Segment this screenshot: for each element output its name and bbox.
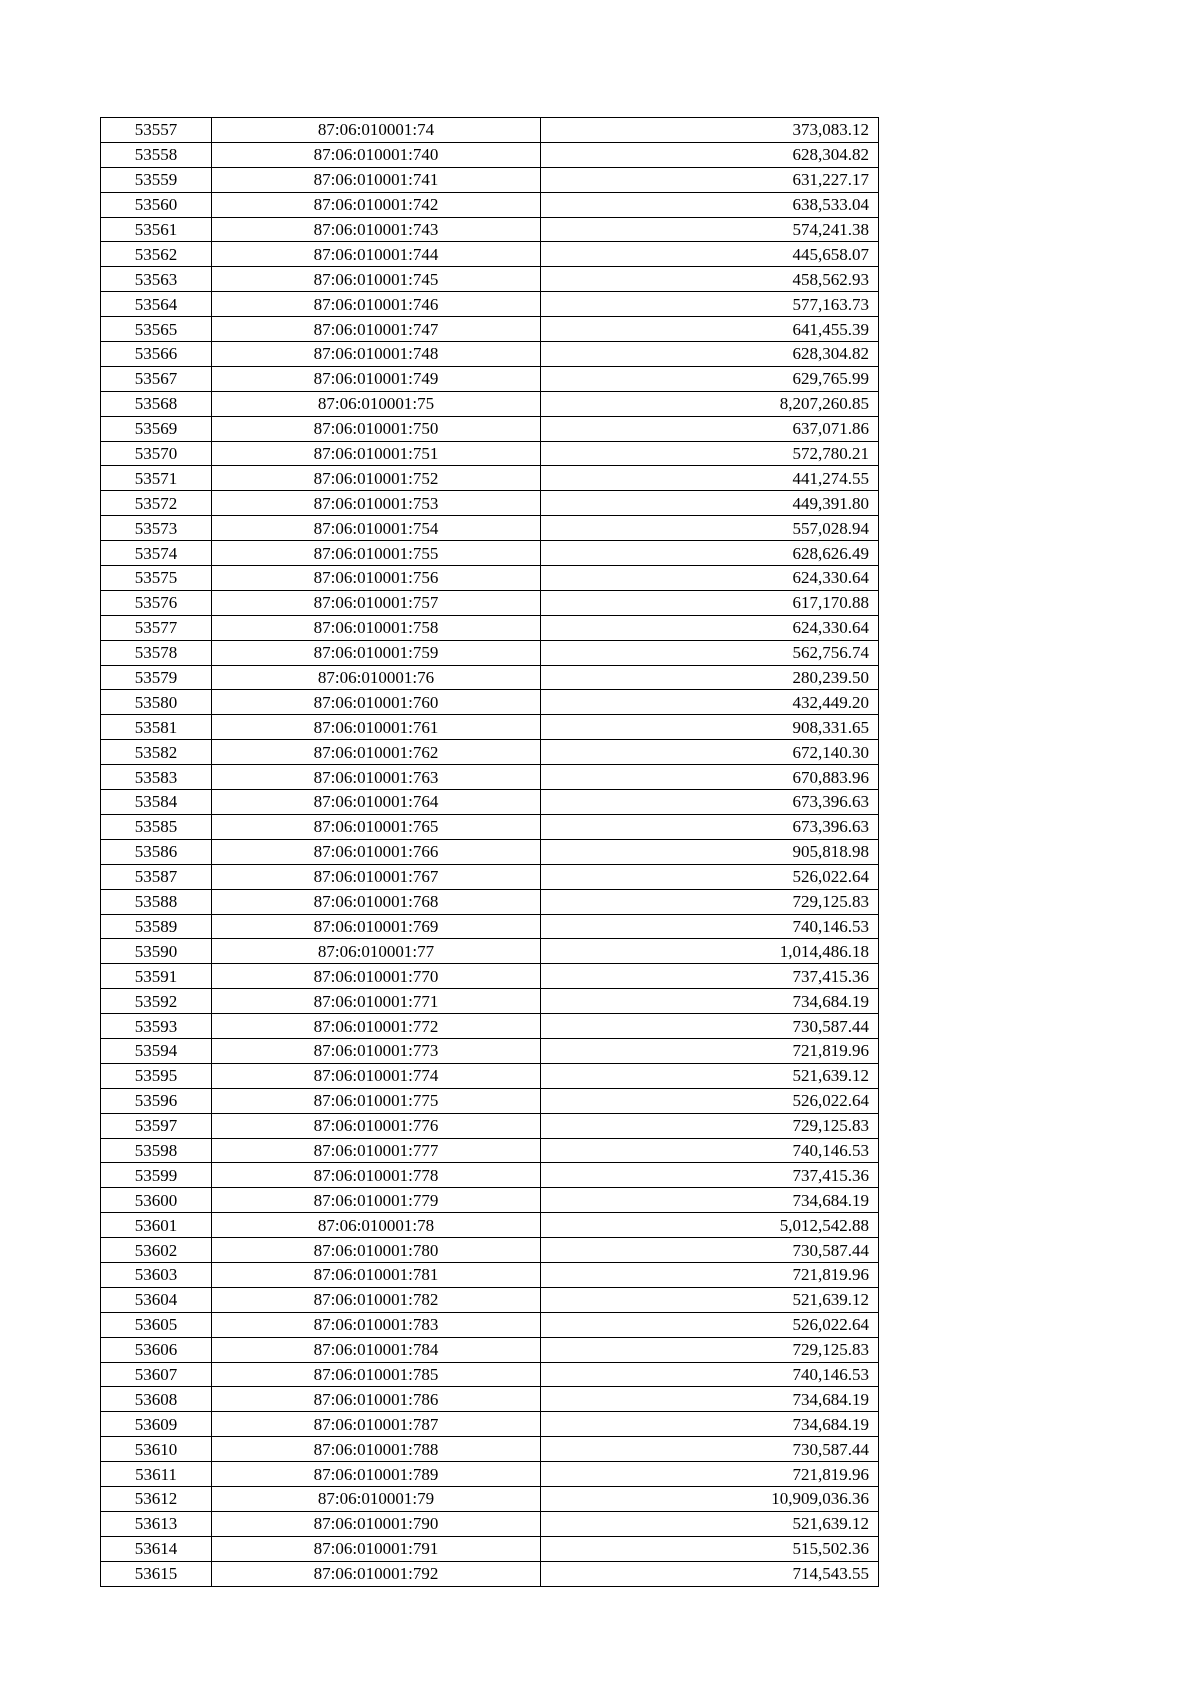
cell-cadastral: 87:06:010001:776 xyxy=(212,1113,541,1138)
cell-value: 641,455.39 xyxy=(541,317,879,342)
table-row xyxy=(101,1063,879,1088)
cell-number: 53613 xyxy=(101,1511,212,1536)
table-row xyxy=(101,267,879,292)
table-row xyxy=(101,1188,879,1213)
cell-value: 1,014,486.18 xyxy=(541,939,879,964)
table-row xyxy=(101,790,879,815)
cell-number: 53571 xyxy=(101,466,212,491)
table-row xyxy=(101,1462,879,1487)
table-row xyxy=(101,715,879,740)
cell-cadastral: 87:06:010001:777 xyxy=(212,1138,541,1163)
cell-cadastral: 87:06:010001:744 xyxy=(212,242,541,267)
cell-cadastral: 87:06:010001:759 xyxy=(212,640,541,665)
table-row xyxy=(101,590,879,615)
cell-number: 53572 xyxy=(101,491,212,516)
cell-value: 730,587.44 xyxy=(541,1014,879,1039)
cell-value: 729,125.83 xyxy=(541,1113,879,1138)
table-row xyxy=(101,391,879,416)
cell-value: 637,071.86 xyxy=(541,416,879,441)
cell-number: 53606 xyxy=(101,1337,212,1362)
cell-value: 8,207,260.85 xyxy=(541,391,879,416)
cell-cadastral: 87:06:010001:760 xyxy=(212,690,541,715)
cell-number: 53591 xyxy=(101,964,212,989)
cell-cadastral: 87:06:010001:781 xyxy=(212,1262,541,1287)
cell-cadastral: 87:06:010001:745 xyxy=(212,267,541,292)
cell-cadastral: 87:06:010001:740 xyxy=(212,142,541,167)
cell-number: 53569 xyxy=(101,416,212,441)
table-row xyxy=(101,292,879,317)
cell-cadastral: 87:06:010001:780 xyxy=(212,1238,541,1263)
cell-cadastral: 87:06:010001:77 xyxy=(212,939,541,964)
table-row xyxy=(101,466,879,491)
cell-value: 714,543.55 xyxy=(541,1561,879,1586)
cell-cadastral: 87:06:010001:76 xyxy=(212,665,541,690)
cell-cadastral: 87:06:010001:782 xyxy=(212,1287,541,1312)
cell-number: 53564 xyxy=(101,292,212,317)
cell-number: 53561 xyxy=(101,217,212,242)
cell-value: 521,639.12 xyxy=(541,1287,879,1312)
cell-cadastral: 87:06:010001:787 xyxy=(212,1412,541,1437)
table-row xyxy=(101,765,879,790)
cell-number: 53594 xyxy=(101,1038,212,1063)
cell-number: 53615 xyxy=(101,1561,212,1586)
table-row xyxy=(101,1312,879,1337)
cell-cadastral: 87:06:010001:769 xyxy=(212,914,541,939)
cell-value: 673,396.63 xyxy=(541,814,879,839)
cell-cadastral: 87:06:010001:779 xyxy=(212,1188,541,1213)
cell-cadastral: 87:06:010001:783 xyxy=(212,1312,541,1337)
cell-cadastral: 87:06:010001:763 xyxy=(212,765,541,790)
cell-number: 53590 xyxy=(101,939,212,964)
cell-cadastral: 87:06:010001:758 xyxy=(212,615,541,640)
cell-number: 53598 xyxy=(101,1138,212,1163)
cell-number: 53558 xyxy=(101,142,212,167)
cell-value: 526,022.64 xyxy=(541,864,879,889)
cell-value: 673,396.63 xyxy=(541,790,879,815)
table-row xyxy=(101,1213,879,1238)
cell-value: 624,330.64 xyxy=(541,566,879,591)
cell-number: 53608 xyxy=(101,1387,212,1412)
cell-cadastral: 87:06:010001:761 xyxy=(212,715,541,740)
table-row xyxy=(101,1536,879,1561)
cell-cadastral: 87:06:010001:752 xyxy=(212,466,541,491)
table-row xyxy=(101,491,879,516)
cell-cadastral: 87:06:010001:773 xyxy=(212,1038,541,1063)
cell-value: 734,684.19 xyxy=(541,989,879,1014)
cell-cadastral: 87:06:010001:754 xyxy=(212,516,541,541)
cell-number: 53580 xyxy=(101,690,212,715)
cell-number: 53574 xyxy=(101,541,212,566)
cell-number: 53579 xyxy=(101,665,212,690)
table-row xyxy=(101,889,879,914)
table-row xyxy=(101,1412,879,1437)
cell-number: 53582 xyxy=(101,740,212,765)
cell-number: 53603 xyxy=(101,1262,212,1287)
cell-value: 628,304.82 xyxy=(541,142,879,167)
cell-cadastral: 87:06:010001:753 xyxy=(212,491,541,516)
cell-value: 628,626.49 xyxy=(541,541,879,566)
cell-cadastral: 87:06:010001:768 xyxy=(212,889,541,914)
table-row xyxy=(101,740,879,765)
cell-cadastral: 87:06:010001:756 xyxy=(212,566,541,591)
cell-number: 53587 xyxy=(101,864,212,889)
cell-number: 53570 xyxy=(101,441,212,466)
cell-value: 905,818.98 xyxy=(541,839,879,864)
table-row xyxy=(101,1163,879,1188)
cell-number: 53609 xyxy=(101,1412,212,1437)
cell-value: 721,819.96 xyxy=(541,1038,879,1063)
cell-number: 53563 xyxy=(101,267,212,292)
cell-cadastral: 87:06:010001:78 xyxy=(212,1213,541,1238)
cell-value: 721,819.96 xyxy=(541,1462,879,1487)
cell-value: 373,083.12 xyxy=(541,118,879,143)
cell-number: 53584 xyxy=(101,790,212,815)
table-row xyxy=(101,1088,879,1113)
table-row xyxy=(101,1113,879,1138)
cell-cadastral: 87:06:010001:751 xyxy=(212,441,541,466)
table-row xyxy=(101,516,879,541)
cell-value: 441,274.55 xyxy=(541,466,879,491)
cell-value: 631,227.17 xyxy=(541,167,879,192)
table-row xyxy=(101,441,879,466)
cell-cadastral: 87:06:010001:791 xyxy=(212,1536,541,1561)
cell-number: 53560 xyxy=(101,192,212,217)
cell-number: 53593 xyxy=(101,1014,212,1039)
table-row xyxy=(101,118,879,143)
table-row xyxy=(101,317,879,342)
cell-value: 740,146.53 xyxy=(541,1362,879,1387)
table-body xyxy=(101,118,879,1587)
table-row xyxy=(101,864,879,889)
table-row xyxy=(101,615,879,640)
table-row xyxy=(101,690,879,715)
cell-number: 53578 xyxy=(101,640,212,665)
cell-number: 53596 xyxy=(101,1088,212,1113)
cell-number: 53611 xyxy=(101,1462,212,1487)
cell-value: 730,587.44 xyxy=(541,1437,879,1462)
cell-value: 734,684.19 xyxy=(541,1412,879,1437)
cell-number: 53568 xyxy=(101,391,212,416)
cell-cadastral: 87:06:010001:774 xyxy=(212,1063,541,1088)
cell-number: 53567 xyxy=(101,366,212,391)
cell-value: 734,684.19 xyxy=(541,1387,879,1412)
table-row xyxy=(101,1511,879,1536)
cell-value: 908,331.65 xyxy=(541,715,879,740)
table-row xyxy=(101,1038,879,1063)
table-row xyxy=(101,541,879,566)
cell-cadastral: 87:06:010001:741 xyxy=(212,167,541,192)
cell-value: 526,022.64 xyxy=(541,1312,879,1337)
table-row xyxy=(101,1238,879,1263)
table-row xyxy=(101,914,879,939)
cell-cadastral: 87:06:010001:772 xyxy=(212,1014,541,1039)
cell-cadastral: 87:06:010001:786 xyxy=(212,1387,541,1412)
cell-number: 53605 xyxy=(101,1312,212,1337)
table-row xyxy=(101,939,879,964)
cell-number: 53588 xyxy=(101,889,212,914)
cell-value: 737,415.36 xyxy=(541,1163,879,1188)
cell-value: 572,780.21 xyxy=(541,441,879,466)
cell-cadastral: 87:06:010001:746 xyxy=(212,292,541,317)
cell-cadastral: 87:06:010001:75 xyxy=(212,391,541,416)
cell-value: 729,125.83 xyxy=(541,1337,879,1362)
cell-number: 53577 xyxy=(101,615,212,640)
cell-number: 53595 xyxy=(101,1063,212,1088)
cell-cadastral: 87:06:010001:757 xyxy=(212,590,541,615)
cell-cadastral: 87:06:010001:792 xyxy=(212,1561,541,1586)
cell-cadastral: 87:06:010001:750 xyxy=(212,416,541,441)
table-row xyxy=(101,1337,879,1362)
table-row xyxy=(101,665,879,690)
cell-value: 729,125.83 xyxy=(541,889,879,914)
cell-number: 53559 xyxy=(101,167,212,192)
cell-number: 53604 xyxy=(101,1287,212,1312)
cell-value: 730,587.44 xyxy=(541,1238,879,1263)
cell-value: 449,391.80 xyxy=(541,491,879,516)
table-row xyxy=(101,1437,879,1462)
cell-value: 721,819.96 xyxy=(541,1262,879,1287)
cell-value: 458,562.93 xyxy=(541,267,879,292)
cell-number: 53581 xyxy=(101,715,212,740)
cell-value: 629,765.99 xyxy=(541,366,879,391)
cell-value: 521,639.12 xyxy=(541,1063,879,1088)
cell-value: 577,163.73 xyxy=(541,292,879,317)
table-row xyxy=(101,1014,879,1039)
cell-number: 53610 xyxy=(101,1437,212,1462)
cell-cadastral: 87:06:010001:747 xyxy=(212,317,541,342)
cell-number: 53565 xyxy=(101,317,212,342)
table-row xyxy=(101,142,879,167)
cell-cadastral: 87:06:010001:749 xyxy=(212,366,541,391)
cell-value: 445,658.07 xyxy=(541,242,879,267)
cell-cadastral: 87:06:010001:784 xyxy=(212,1337,541,1362)
cell-cadastral: 87:06:010001:79 xyxy=(212,1486,541,1511)
cell-number: 53614 xyxy=(101,1536,212,1561)
table-row xyxy=(101,566,879,591)
cell-cadastral: 87:06:010001:762 xyxy=(212,740,541,765)
cell-value: 574,241.38 xyxy=(541,217,879,242)
table-row xyxy=(101,1561,879,1586)
cell-cadastral: 87:06:010001:766 xyxy=(212,839,541,864)
cell-value: 557,028.94 xyxy=(541,516,879,541)
cell-number: 53597 xyxy=(101,1113,212,1138)
table-row xyxy=(101,1138,879,1163)
cell-cadastral: 87:06:010001:748 xyxy=(212,342,541,367)
cell-number: 53585 xyxy=(101,814,212,839)
cell-value: 617,170.88 xyxy=(541,590,879,615)
cell-cadastral: 87:06:010001:788 xyxy=(212,1437,541,1462)
cell-value: 624,330.64 xyxy=(541,615,879,640)
table-row xyxy=(101,1387,879,1412)
cell-number: 53586 xyxy=(101,839,212,864)
cell-cadastral: 87:06:010001:790 xyxy=(212,1511,541,1536)
cadastral-value-table xyxy=(100,117,879,1587)
table-row xyxy=(101,366,879,391)
table-row xyxy=(101,839,879,864)
cell-number: 53601 xyxy=(101,1213,212,1238)
table-row xyxy=(101,192,879,217)
cell-value: 734,684.19 xyxy=(541,1188,879,1213)
cell-number: 53566 xyxy=(101,342,212,367)
cell-cadastral: 87:06:010001:742 xyxy=(212,192,541,217)
cell-value: 432,449.20 xyxy=(541,690,879,715)
cell-cadastral: 87:06:010001:743 xyxy=(212,217,541,242)
table-row xyxy=(101,640,879,665)
cell-cadastral: 87:06:010001:767 xyxy=(212,864,541,889)
cell-value: 526,022.64 xyxy=(541,1088,879,1113)
cell-value: 737,415.36 xyxy=(541,964,879,989)
cell-number: 53589 xyxy=(101,914,212,939)
cell-cadastral: 87:06:010001:771 xyxy=(212,989,541,1014)
table-row xyxy=(101,416,879,441)
table-row xyxy=(101,242,879,267)
cell-value: 521,639.12 xyxy=(541,1511,879,1536)
cell-value: 280,239.50 xyxy=(541,665,879,690)
table-row xyxy=(101,1486,879,1511)
cell-value: 740,146.53 xyxy=(541,1138,879,1163)
cell-cadastral: 87:06:010001:74 xyxy=(212,118,541,143)
table-row xyxy=(101,342,879,367)
cell-number: 53599 xyxy=(101,1163,212,1188)
table-row xyxy=(101,167,879,192)
table-row xyxy=(101,964,879,989)
cell-value: 515,502.36 xyxy=(541,1536,879,1561)
cell-number: 53583 xyxy=(101,765,212,790)
cell-number: 53573 xyxy=(101,516,212,541)
cell-cadastral: 87:06:010001:755 xyxy=(212,541,541,566)
cell-number: 53602 xyxy=(101,1238,212,1263)
cell-cadastral: 87:06:010001:789 xyxy=(212,1462,541,1487)
cell-value: 638,533.04 xyxy=(541,192,879,217)
cell-value: 672,140.30 xyxy=(541,740,879,765)
cell-number: 53600 xyxy=(101,1188,212,1213)
cell-value: 740,146.53 xyxy=(541,914,879,939)
cell-value: 5,012,542.88 xyxy=(541,1213,879,1238)
cell-cadastral: 87:06:010001:778 xyxy=(212,1163,541,1188)
cell-value: 670,883.96 xyxy=(541,765,879,790)
cell-value: 10,909,036.36 xyxy=(541,1486,879,1511)
cell-cadastral: 87:06:010001:785 xyxy=(212,1362,541,1387)
cell-cadastral: 87:06:010001:770 xyxy=(212,964,541,989)
table-row xyxy=(101,217,879,242)
table-row xyxy=(101,989,879,1014)
table-row xyxy=(101,1262,879,1287)
cell-cadastral: 87:06:010001:765 xyxy=(212,814,541,839)
cell-value: 562,756.74 xyxy=(541,640,879,665)
cell-cadastral: 87:06:010001:775 xyxy=(212,1088,541,1113)
cell-cadastral: 87:06:010001:764 xyxy=(212,790,541,815)
table-row xyxy=(101,814,879,839)
cell-number: 53612 xyxy=(101,1486,212,1511)
cell-value: 628,304.82 xyxy=(541,342,879,367)
cell-number: 53576 xyxy=(101,590,212,615)
cell-number: 53562 xyxy=(101,242,212,267)
table-row xyxy=(101,1362,879,1387)
table-row xyxy=(101,1287,879,1312)
cell-number: 53557 xyxy=(101,118,212,143)
cell-number: 53575 xyxy=(101,566,212,591)
cell-number: 53607 xyxy=(101,1362,212,1387)
cell-number: 53592 xyxy=(101,989,212,1014)
